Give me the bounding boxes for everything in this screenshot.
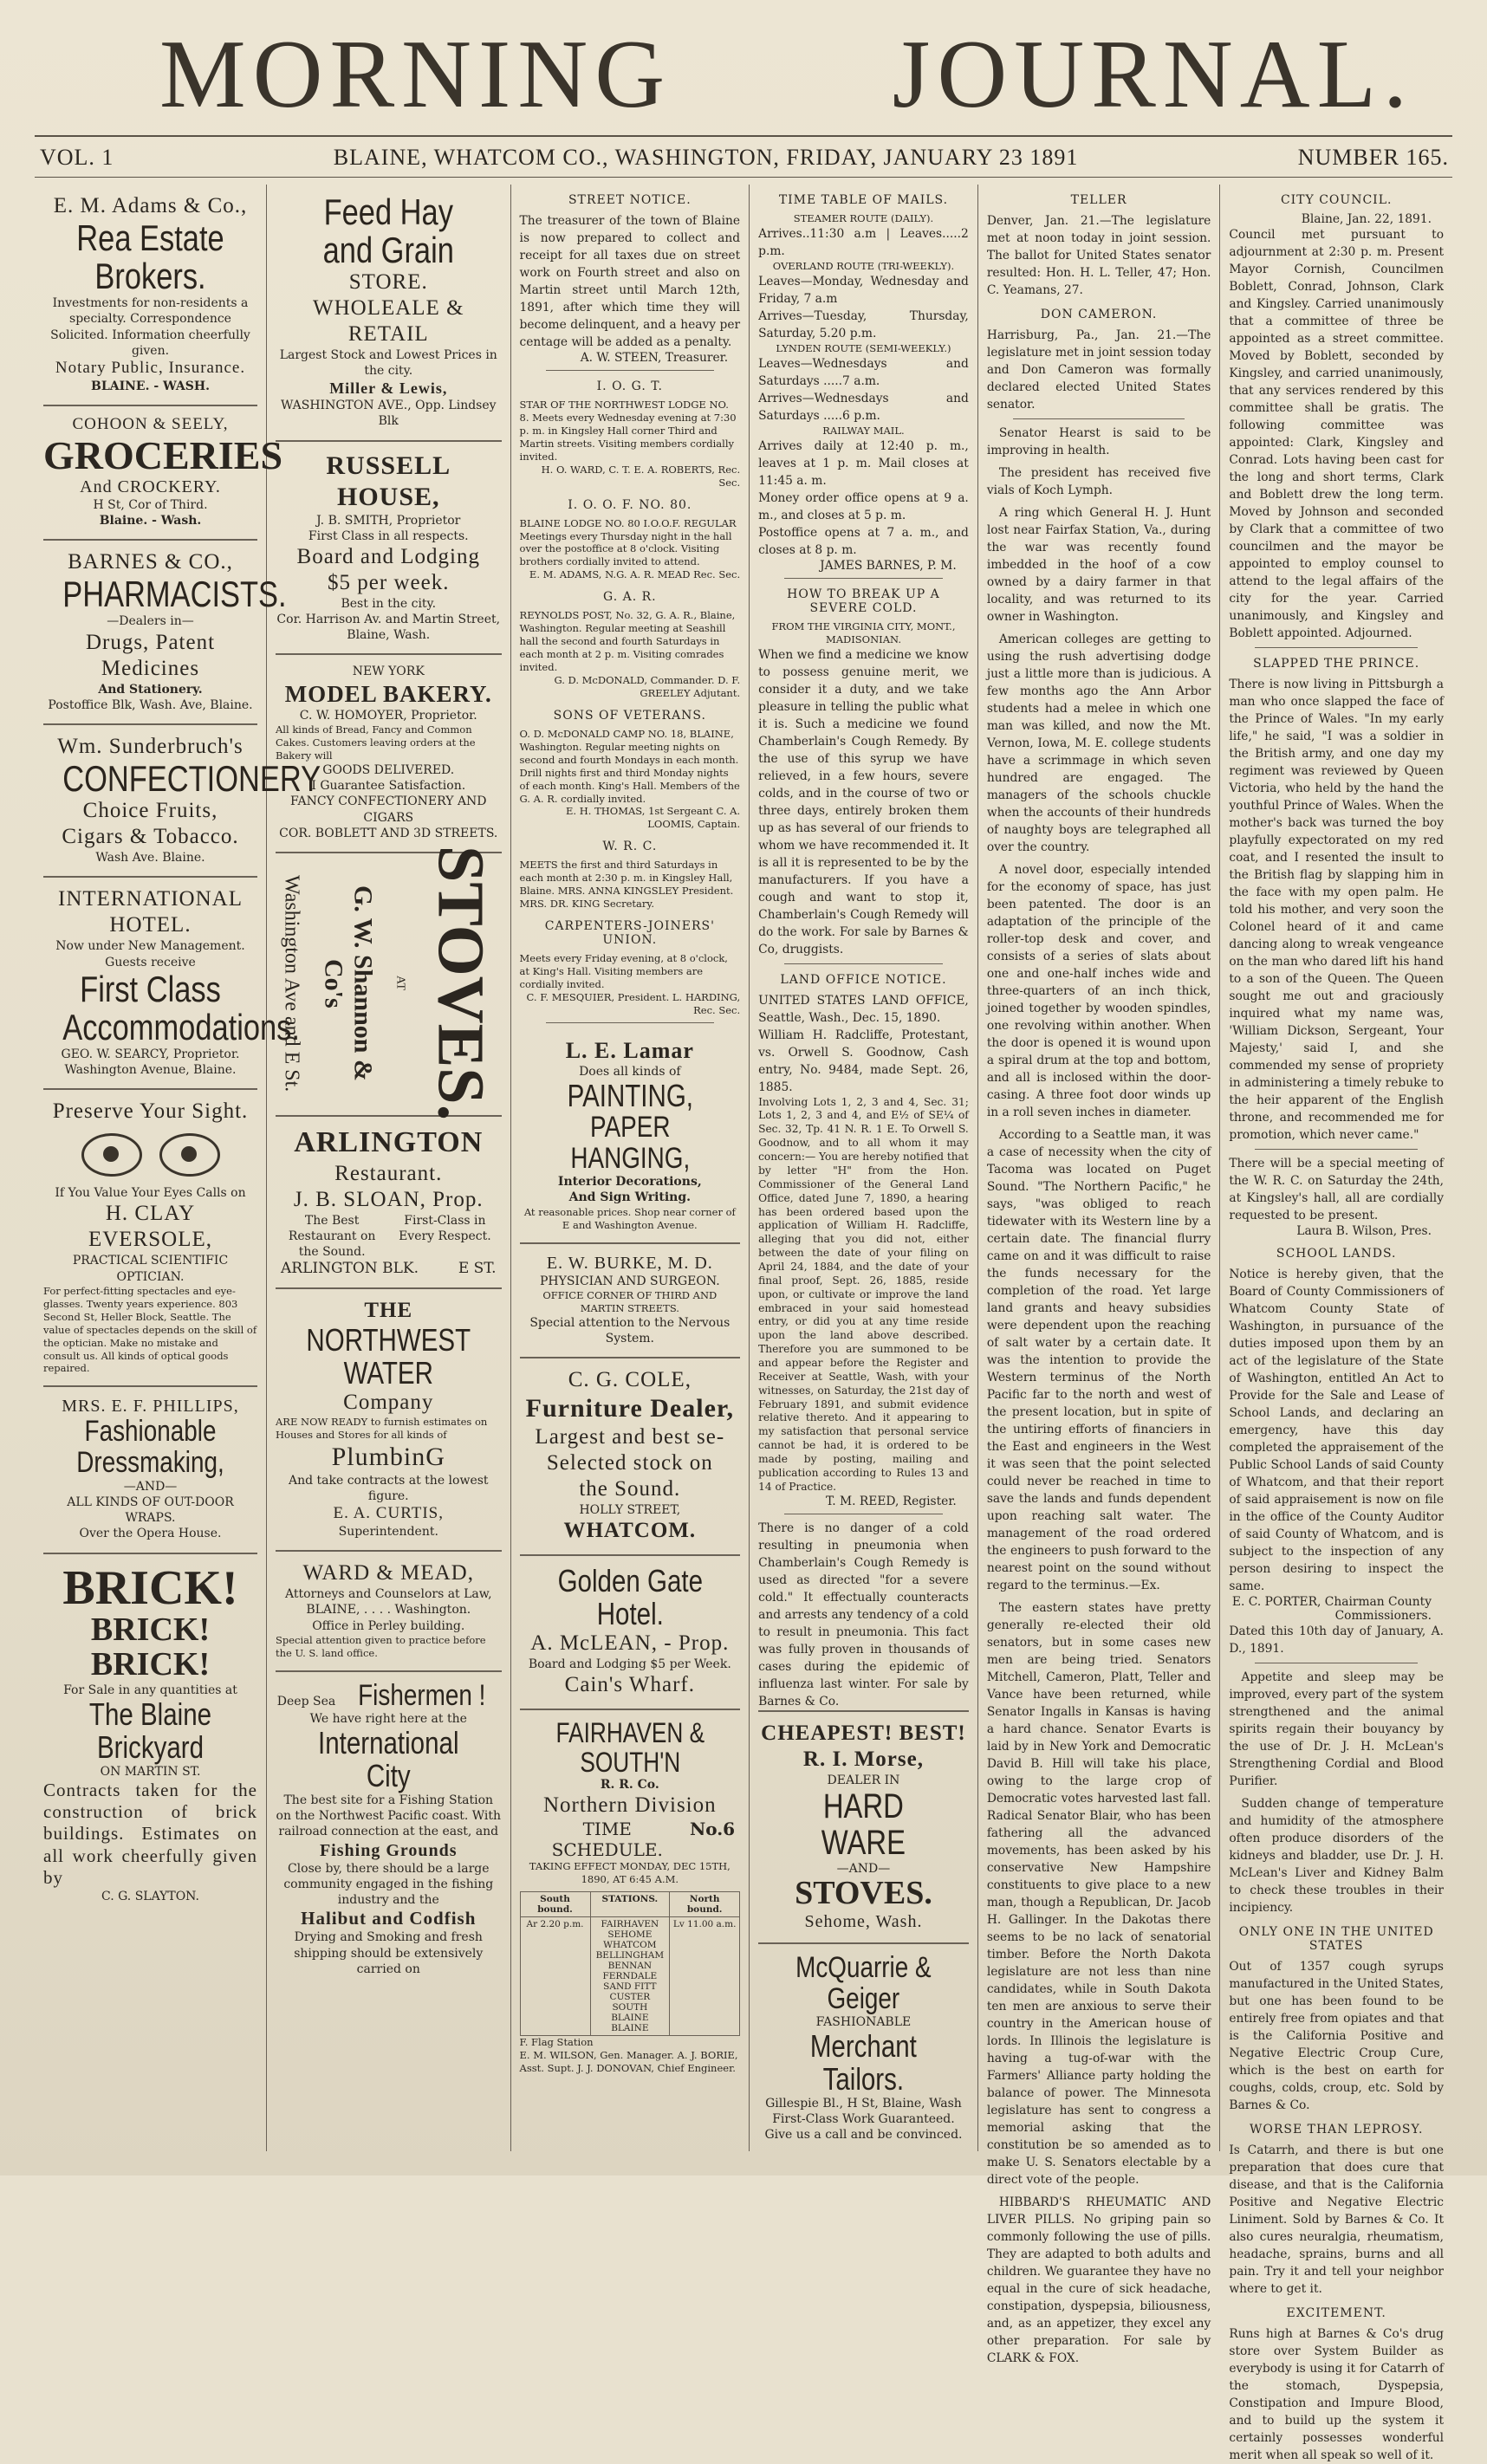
mails-steamer: STEAMER ROUTE (DAILY). xyxy=(793,212,934,224)
rail-h1: South bound. xyxy=(520,1892,590,1917)
wrc-meeting-sign: Laura B. Wilson, Pres. xyxy=(1296,1224,1432,1238)
land-text: Involving Lots 1, 2, 3 and 4, Sec. 31; Lots 1, 2, 3 and 4, and E½ of SE¼ of Sec. 32, Tp. 41 N. R. 1 E. To Orwell S. Goodnow, and to all whom it may concern:— You are hereby notified that by letter "H" from the Hon. Commissioner of the General Land Office, dated June 7, 1890, a hearing has been ordered based upon the application of William H. Radcliffe, alleging that you did not, either between the date of your filing on April 24, 1884, and the date of your final proof, Sept. 26, 1885, reside upon, or cultivate or improve the land embraced in your said homestead entry, or did you at any time reside upon the land above described. Therefore you are summoned to be and appear before the Register and Receiver at Seattle, Wash, with your witnesses, on Saturday, the 21st day of February 1891, and submit evidence relative thereto. And it appearing to my satisfaction that personal service cannot be had, it is ordered to be made by posting, mailing and publication according to Rules 13 and 14 of Practice. xyxy=(758,1095,969,1493)
hotel-title: First Class Accommodations. xyxy=(62,968,300,1047)
stoves-big: STOVES. xyxy=(424,846,497,1121)
land-office: UNITED STATES LAND OFFICE, Seattle, Wash., Dec. 15, 1890. xyxy=(758,993,969,1025)
golden-wharf: Cain's Wharf. xyxy=(564,1672,695,1696)
rail-station: CUSTER xyxy=(609,1992,651,2003)
ad-arlington xyxy=(276,1117,502,1289)
street-text: The treasurer of the town of Blaine is now prepared to collect and receipt for all taxes due on street work on Fourth street and also on Martin street until March 12th, 1891, after which time they will become delinquent, and a heavy per centage will be added as a penalty. xyxy=(519,214,741,349)
fish-have: We have right here at the xyxy=(309,1712,467,1727)
ad-cohoon xyxy=(43,406,283,541)
street-head: STREET NOTICE. xyxy=(568,193,692,207)
burke-office: OFFICE CORNER OF THIRD AND MARTIN STREETS. xyxy=(542,1288,718,1314)
ad-sunderbruch xyxy=(43,725,321,878)
arlington-prop: J. B. SLOAN, Prop. xyxy=(293,1187,484,1211)
ad-golden-gate xyxy=(520,1556,741,1710)
ad-cole xyxy=(520,1358,741,1556)
sons-head: SONS OF VETERANS. xyxy=(553,708,706,723)
ward-place: BLAINE, . . . . Washington. xyxy=(306,1603,471,1618)
stoves-addr: Washington Ave and E St. xyxy=(280,874,303,1093)
water-name: E. A. CURTIS, xyxy=(333,1504,444,1523)
council-text: Council met pursuant to adjournment at 2:30 p. m. Present Mayor Cornish, Councilmen Boblett, Conrad, Johnson, Clark and Kingsley. Carried unanimously that a committee of three be appointed as a street committee. Moved by Boblett, seconded by Kingsley, and carried unanimously, that any services rendered by this committee shall be gratis. The following committee was appointed: Clark, Kingsley and Conrad. Lots having been cast for the long and short terms, Clark and Boblett drew the long term. Moved by Johnson and seconded by Clark that a committee of two councilmen and the mayor be appointed to employ counsel to attend to the legal affairs of the city for the year. Carried unanimously, and Kingsley and Boblett appointed. Adjourned. xyxy=(1229,228,1445,640)
columns xyxy=(35,185,1452,2462)
arlington-blk: ARLINGTON BLK. xyxy=(281,1260,419,1278)
arlington-rest: Restaurant. xyxy=(334,1161,443,1185)
morse-hard: HARD WARE xyxy=(821,1786,906,1862)
ad-mcquarrie xyxy=(758,1944,969,2154)
water-text: ARE NOW READY to furnish estimates on Houses and Stores for all kinds of xyxy=(276,1415,488,1441)
ward-note: Special attention given to practice before the U. S. land office. xyxy=(276,1633,486,1659)
fish-grounds: Fishing Grounds xyxy=(319,1840,458,1860)
ad-stoves-shannon xyxy=(276,846,502,1121)
mails-sign: JAMES BARNES, P. M. xyxy=(820,558,957,573)
adams-line: Notary Public, Insurance. xyxy=(55,358,246,377)
golden-board: Board and Lodging $5 per Week. xyxy=(528,1657,731,1671)
ioof-text: BLAINE LODGE NO. 80 I.O.O.F. REGULAR Meetings every Thursday night in the hall over the postoffice at 8 o'clock. Visiting brothers cordially invited to attend. xyxy=(519,516,737,568)
mails-over: OVERLAND ROUTE (TRI-WEEKLY). xyxy=(772,259,955,272)
ad-railroad xyxy=(520,1710,741,2085)
bakery-cor: COR. BOBLETT AND 3D STREETS. xyxy=(279,826,498,840)
morse-dealer: DEALER IN xyxy=(827,1773,900,1787)
brick-title: BRICK! xyxy=(62,1560,238,1615)
golden-title: Golden Gate Hotel. xyxy=(557,1563,703,1631)
eyes-illustration xyxy=(43,1133,257,1177)
prince-head: SLAPPED THE PRINCE. xyxy=(1253,657,1420,671)
divider xyxy=(546,370,715,371)
news-item: A ring which General H. J. Hunt lost near Fairfax Station, Va., during the war was recently found imbedded in the hoof of a cow owned by a dairy farmer in that locality, and was returned to its owner in Washington. xyxy=(986,506,1211,624)
divider xyxy=(784,963,943,964)
lamar-name: L. E. Lamar xyxy=(565,1037,694,1063)
mails-rail: RAILWAY MAIL. xyxy=(822,424,905,437)
water-role: Superintendent. xyxy=(338,1524,438,1539)
arlington-first: First-Class in Every Respect. xyxy=(399,1213,491,1243)
sunder-name: Wm. Sunderbruch's xyxy=(57,735,244,759)
sunder-l2: Cigars & Tobacco. xyxy=(62,825,239,849)
school-sign: E. C. PORTER, Chairman County Commissioners. xyxy=(1231,1595,1432,1623)
adams-title: Rea Estate Brokers. xyxy=(76,217,224,297)
feed-text: Largest Stock and Lowest Prices in the city. xyxy=(279,348,497,379)
gar-head: G. A. R. xyxy=(603,590,657,605)
leprosy-text: Is Catarrh, and there is but one preparation that does cure that disease, and that is the California Positive and Negative Electric Liniment. Sold by Barnes & Co. It also cures neuralgia, rheumatism, headache, sprains, burns and all pain. Try it and tell your neighbor where to get it. xyxy=(1229,2143,1445,2296)
hotel-prop: GEO. W. SEARCY, Proprietor. Washington Avenue, Blaine. xyxy=(61,1047,240,1078)
arlington-st: E ST. xyxy=(458,1260,497,1278)
news-item: The eastern states have pretty generally re-elected their old senators, but in some cases new men are being tried. Senators Mitchell, Cameron, Platt, Teller and Vance have been returned, while Senator Ingalls in Kansas is having a hard chance. Senator Evarts is laid by in New York and Democratic David B. Hill will take his place, owing to the large crop of Democratic votes harvested last fall. Radical Senator Blair, who has been fathering all the advanced movements, has been asked by his conservative New Hampshire constituents to give place to a new man, though a Republican, Dr. Jacob H. Gallinger. In the Dakotas there seems to be no lack of senatorial timber. Before the North Dakota legislature are not less than nine candidates, while in South Dakota ten men are anxious to serve their country in the American house of lords. In Illinois the legislature is having a tug-of-war with the Farmers' Alliance party holding the balance of power. The Minnesota legislature has sent to congress a memorial asking that the constitution be so amended as to make U. S. Senators electable by a direct vote of the people. xyxy=(986,1601,1211,2187)
fish-deep: Deep Sea xyxy=(276,1694,336,1709)
brick-sale: For Sale in any quantities at xyxy=(63,1683,237,1698)
barnes-stat: And Stationery. xyxy=(98,682,203,697)
mails-r3: Postoffice opens at 7 a. m., and closes at 8 p. m. xyxy=(758,525,969,557)
carp-text: Meets every Friday evening, at 8 o'clock, at King's Hall. Visiting members are cordially invited. xyxy=(519,952,728,990)
mcq-addr: Gillespie Bl., H St, Blaine, Wash xyxy=(765,2096,962,2111)
ad-lamar xyxy=(520,1028,741,1244)
morse-and: —AND— xyxy=(836,1861,891,1876)
excite-text: Runs high at Barnes & Co's drug store over System Builder as everybody is using it for Catarrh of the stomach, Dyspepsia, Constipation and Impure Blood, and to build up the system it certainly possesses wonderful merit when all speak so well of it. xyxy=(1229,2327,1445,2462)
carp-head: CARPENTERS-JOINERS' UNION. xyxy=(544,919,715,948)
lamar-interior: Interior Decorations, xyxy=(557,1175,702,1190)
sons-text: O. D. McDONALD CAMP NO. 18, BLAINE, Washington. Regular meeting nights on second and fourth Mondays in each month. Drill nights first and third Monday nights of each month. King's Hall. Members of the G. A. R. cordially invited. xyxy=(519,727,740,805)
ad-preserve-sight xyxy=(43,1090,257,1387)
bakery-prop: C. W. HOMOYER, Proprietor. xyxy=(299,709,477,723)
mails-r2: Money order office opens at 9 a. m., and closes at 5 p. m. xyxy=(758,490,969,522)
excite-head: EXCITEMENT. xyxy=(1286,2306,1386,2320)
barnes-items: Drugs, Patent Medicines xyxy=(85,630,216,680)
note-item: Sudden change of temperature and humidity of the atmosphere often produce disorders of the kidneys and bladder, use Dr. J. H. McLean's Liver and Kidney Balm to check these troubles in their incipiency. xyxy=(1229,1797,1445,1915)
bakery-title: MODEL BAKERY. xyxy=(284,680,492,707)
ad-water xyxy=(276,1289,502,1552)
arlington-title: ARLINGTON xyxy=(294,1125,484,1158)
column-4 xyxy=(750,185,978,2151)
cold-head: HOW TO BREAK UP A SEVERE COLD. xyxy=(787,587,940,615)
gar-text: REYNOLDS POST, No. 32, G. A. R., Blaine, Washington. Regular meeting at Seashill hall the second and fourth Saturdays in each month at 2 p. m. Visiting comrades invited. xyxy=(519,609,736,673)
ad-russell xyxy=(276,442,502,656)
cameron-text: Harrisburg, Pa., Jan. 21.—The legislature met in joint session today and Don Cameron was formally declared elected United States senator. xyxy=(986,328,1211,412)
ioof-head: I. O. O. F. NO. 80. xyxy=(568,497,692,512)
eye-icon xyxy=(81,1133,142,1177)
lamar-painting: PAINTING, xyxy=(567,1078,693,1114)
column-6 xyxy=(1220,185,1452,2462)
ioof-sign: E. M. ADAMS, N.G. A. R. MEAD Rec. Sec. xyxy=(529,568,741,581)
hotel-mgmt: Now under New Management. xyxy=(55,939,245,954)
ad-brick xyxy=(43,1554,257,1916)
cole-l2: Selected stock on xyxy=(546,1450,713,1475)
sight-title: Preserve Your Sight. xyxy=(52,1099,249,1124)
carp-sign: C. F. MESQUIER, President. L. HARDING, Rec. Sec. xyxy=(526,990,741,1016)
phillips-over: Over the Opera House. xyxy=(79,1527,222,1541)
mcq-fash: FASHIONABLE xyxy=(815,2015,912,2030)
column-3 xyxy=(511,185,750,2151)
issue-number: NUMBER 165. xyxy=(1297,145,1449,170)
ad-barnes xyxy=(43,541,287,725)
burke-role: PHYSICIAN AND SURGEON. xyxy=(539,1274,720,1288)
rail-station: SEHOME xyxy=(607,1929,653,1941)
hotel-name: INTERNATIONAL HOTEL. xyxy=(58,887,243,937)
divider xyxy=(546,1022,715,1023)
mcq-name: McQuarrie & Geiger xyxy=(795,1950,932,2015)
table-row xyxy=(520,1917,740,2036)
phillips-and: —AND— xyxy=(123,1479,178,1494)
brick-street: ON MARTIN ST. xyxy=(100,1764,201,1779)
feed-store: STORE. xyxy=(348,270,428,295)
fish-head xyxy=(276,1678,502,1712)
mcq-note: First-Class Work Guaranteed. Give us a call and be convinced. xyxy=(764,2112,963,2143)
brick-name: The Blaine Brickyard xyxy=(88,1696,212,1766)
cohoon-sub: And CROCKERY. xyxy=(80,477,221,497)
mails-r1: Arrives daily at 12:40 p. m., leaves at 1 p. m. Mail closes at 11:45 a. m. xyxy=(758,438,969,488)
barnes-addr: Postoffice Blk, Wash. Ave, Blaine. xyxy=(48,697,253,712)
fish-title: Fishermen ! xyxy=(358,1678,486,1712)
sight-name: H. CLAY EVERSOLE, xyxy=(88,1202,213,1252)
sunder-title: CONFECTIONERY xyxy=(62,758,321,800)
notes xyxy=(1229,1669,1444,1916)
wrc-text: MEETS the first and third Saturdays in each month at 2:30 p. m. in Kingsley Hall, Blaine. MRS. ANNA KINGSLEY President. MRS. DR. KING Secretary. xyxy=(519,859,734,911)
stoves-vertical xyxy=(276,846,502,1121)
brick-sub: BRICK! BRICK! xyxy=(90,1611,211,1683)
news-items xyxy=(987,425,1211,2367)
prince-text: There is now living in Pittsburgh a man who once slapped the face of the Prince of Wales. "In my early life," he said, "I was a soldier in the British army, and one day my regiment was reviewed by Queen Victoria, who held by the hand the youthful Prince of Wales. When the mother's back was turned the boy playfully expectorated on my red coat, and I resented the insult to the British flag by slapping him in the face with my open palm. He told his mother, and very soon the Colonel heard of it and came dancing along to wreak vengeance on the man who dared lift his hand to a son of the Queen. The Queen sought me out and graciously inquired what my name was, 'William Dickson, Sergeant, Your Majesty,' said I, and she commended my sense of propriety in administering a timely rebuke to the heir apparent of the English throne, and recommended me for promotion, which never came." xyxy=(1229,678,1445,1142)
bakery-sat: I Guarantee Satisfaction. xyxy=(311,779,466,794)
only-text: Out of 1357 cough syrups manufactured in the United States, but one has been found to be entirely free from opiates and that is the California Positive and Negative Electric Croup Cure, which is the best on earth for coughs, colds, croup, etc. Sold by Barnes & Co. xyxy=(1229,1960,1445,2112)
barnes-dealers: —Dealers in— xyxy=(107,614,194,629)
street-notice xyxy=(520,193,741,365)
land-parties: William H. Radcliffe, Protestant, vs. Orwell S. Goodnow, Cash entry, No. 9484, made Sept. 26, 1885. xyxy=(758,1028,969,1094)
phillips-title: Fashionable Dressmaking, xyxy=(76,1415,224,1480)
cohoon-name: COHOON & SEELY, xyxy=(72,414,229,433)
russell-best: Best in the city. xyxy=(341,596,437,611)
sons-sign: E. H. THOMAS, 1st Sergeant C. A. LOOMIS, Captain. xyxy=(566,805,741,831)
danger-text: There is no danger of a cold resulting in pneumonia when Chamberlain's Cough Remedy is used as directed "for a severe cold." It effectually counteracts and arrests any tendency of a cold to result in pneumonia. This fact was fully proven in thousands of cases during the epidemic of influenza last winter. For sale by Barnes & Co. xyxy=(758,1521,969,1709)
russell-first: First Class in all respects. xyxy=(308,528,469,543)
arlington-best: The Best Restaurant on the Sound. xyxy=(288,1213,376,1260)
iogt-head: I. O. G. T. xyxy=(596,379,663,393)
column-2 xyxy=(267,185,511,2151)
barnes-name: BARNES & CO., xyxy=(68,550,233,574)
bakery-goods: GOODS DELIVERED. xyxy=(322,763,455,778)
cole-town: WHATCOM. xyxy=(563,1519,697,1543)
land-head: LAND OFFICE NOTICE. xyxy=(780,972,947,987)
news-item: According to a Seattle man, it was a case of necessity when the city of Tacoma was located on Puget Sound. "The Northern Pacific," he says, "was obliged to reach tidewater with its Western line by a certain date. The financial flurry came on and it was difficult to raise the funds necessary for the completion of the road. Yet large land grants and heavy subsidies were dependent upon the reaching of salt water by a certain date. It was the intention to provide the Western terminus of the North Pacific far to the north and west of the present location, but in spite of the untiring efforts of financiers in the East and engineers in the West it was seen that the point selected could never be reached in time to save the lands and funds dependent upon reaching salt water. The management of the road ordered the engineers to push forward to the nearest point on the sound without regard to the terminus.—Ex. xyxy=(986,1128,1211,1592)
school-date: Dated this 10th day of January, A. D., 1891. xyxy=(1229,1624,1445,1656)
ad-phillips xyxy=(43,1387,257,1553)
only-head: ONLY ONE IN THE UNITED STATES xyxy=(1238,1925,1434,1953)
hotel-guests: Guests receive xyxy=(105,955,196,969)
volume: VOL. 1 xyxy=(40,145,114,170)
feed-title: Feed Hay and Grain xyxy=(322,191,454,271)
rail-effect: TAKING EFFECT MONDAY, DEC 15TH, 1890, AT 6:45 A.M. xyxy=(529,1860,731,1886)
brick-sign: C. G. SLAYTON. xyxy=(101,1890,199,1903)
masthead-left: MORNING xyxy=(159,21,672,128)
ad-bakery xyxy=(276,655,502,853)
lamar-paper: PAPER HANGING, xyxy=(569,1110,690,1175)
russell-prop: J. B. SMITH, Proprietor xyxy=(316,513,461,528)
russell-board: Board and Lodging xyxy=(296,544,480,568)
rail-station: SOUTH BLAINE xyxy=(611,2002,649,2024)
fish-text3: Drying and Smoking and fresh shipping should be extensively carried on xyxy=(294,1930,484,1976)
cole-title: Furniture Dealer, xyxy=(525,1393,734,1423)
feed-name: Miller & Lewis, xyxy=(329,379,448,397)
rail-rr: R. R. Co. xyxy=(600,1778,659,1793)
ward-title: WARD & MEAD, xyxy=(302,1561,474,1585)
news-item: American colleges are getting to using the rush advertising dodge just a little more than is judicious. A few months ago the Ann Arbor students had a melee in which one man was killed, and now the Mt. Vernon, Iowa, M. E. college students have a scrimmage in which seven hundred are engaged. The managers of the schools chuckle when the accounts of their hundreds of naughty boys are telegraphed all over the country. xyxy=(986,632,1211,854)
news-item: A novel door, especially intended for the economy of space, has just been patented. The door is an adaptation of the principle of the roller-top desk and cover, and consists of a series of slats about one and one-half inches wide and three-quarters of an inch thick, joined together by wooden spindles, one revolving within another. When the door is opened it is wound upon a spiral drum at the top and bottom, and all is inclosed within the door-casing. A three foot door winds up in a roll seven inches in diameter. xyxy=(986,863,1211,1119)
teller-text: Denver, Jan. 21.—The legislature met at noon today in joint session. The ballot for United States senator resulted: Hon. H. L. Teller, 47; Hon. C. Yeamans, 27. xyxy=(986,214,1211,297)
ad-fishermen xyxy=(276,1672,502,1987)
fish-text2: Close by, there should be a large community engaged in the fishing industry and the xyxy=(283,1861,494,1908)
rail-station: FAIRHAVEN xyxy=(601,1919,659,1930)
russell-addr: Cor. Harrison Av. and Martin Street, Blaine, Wash. xyxy=(276,613,501,643)
mcq-title: Merchant Tailors. xyxy=(809,2028,917,2098)
mails-s1: Arrives..11:30 a.m | Leaves.....2 p.m. xyxy=(758,226,969,258)
mails-l1: Leaves—Wednesdays and Saturdays .....7 a.m. xyxy=(758,356,969,388)
ad-adams xyxy=(43,185,257,406)
gar-sign: G. D. McDONALD, Commander. D. F. GREELEY Adjutant. xyxy=(554,673,741,699)
water-company: Company xyxy=(343,1390,434,1414)
russell-name: RUSSELL HOUSE, xyxy=(326,451,451,511)
masthead-right: JOURNAL. xyxy=(892,21,1414,128)
russell-price: $5 per week. xyxy=(328,570,450,594)
leprosy-head: WORSE THAN LEPROSY. xyxy=(1249,2123,1424,2137)
wrc-head: W. R. C. xyxy=(602,840,658,854)
lamar-does: Does all kinds of xyxy=(579,1064,681,1079)
ward-law: Attorneys and Counselors at Law, xyxy=(284,1587,492,1602)
feed-whole: WHOLEALE & RETAIL xyxy=(312,296,464,347)
rail-flag: F. Flag Station xyxy=(519,2036,594,2049)
adams-text: Investments for non-residents a specialty. Correspondence Solicited. Information cheerfully given. xyxy=(50,296,250,358)
water-the: THE xyxy=(364,1299,413,1323)
dateline-rule xyxy=(35,177,1452,178)
cole-street: HOLLY STREET, xyxy=(579,1502,681,1517)
mails-o2: Arrives—Tuesday, Thursday, Saturday, 5.20 p.m. xyxy=(758,308,969,340)
council-date: Blaine, Jan. 22, 1891. xyxy=(1301,212,1432,226)
rail-station: BLAINE xyxy=(611,2023,649,2034)
masthead xyxy=(29,21,1458,128)
bakery-fancy: FANCY CONFECTIONERY AND CIGARS xyxy=(289,794,487,825)
rail-h3: North bound. xyxy=(670,1892,740,1917)
cole-name: C. G. COLE, xyxy=(568,1367,692,1391)
divider xyxy=(784,578,943,579)
table-row xyxy=(520,1892,740,1917)
rail-station: BENNAN xyxy=(607,1961,653,1972)
cohoon-title: GROCERIES xyxy=(43,432,283,477)
news-item: The president has received five vials of Koch Lymph. xyxy=(986,466,1211,497)
morse-stoves: STOVES. xyxy=(795,1874,932,1911)
water-contract: And take contracts at the lowest figure. xyxy=(288,1473,489,1503)
burke-name: E. W. BURKE, M. D. xyxy=(546,1253,713,1273)
cole-l1: Largest and best se- xyxy=(535,1424,725,1449)
cold-src: FROM THE VIRGINIA CITY, MONT., MADISONIAN. xyxy=(771,619,956,645)
sunder-addr: Wash Ave. Blaine. xyxy=(95,851,205,866)
sight-line: If You Value Your Eyes Calls on xyxy=(55,1186,246,1201)
mails-lynden: LYNDEN ROUTE (SEMI-WEEKLY.) xyxy=(776,341,951,354)
rail-station: SAND FITT xyxy=(603,1981,657,1993)
ad-ward-mead xyxy=(276,1552,502,1671)
rail-h2: STATIONS. xyxy=(590,1892,670,1917)
phillips-wraps: ALL KINDS OF OUT-DOOR WRAPS. xyxy=(67,1495,234,1526)
barnes-title: PHARMACISTS. xyxy=(62,574,287,615)
ad-feed xyxy=(276,185,502,442)
wrc-meeting-text: There will be a special meeting of the W. R. C. on Saturday the 24th, at Kingsley's hall, all are cordially requested to be present. xyxy=(1229,1157,1445,1222)
rail-div: Northern Division xyxy=(543,1793,717,1818)
cohoon-addr: H St, Cor of Third. xyxy=(93,498,208,513)
lamar-sign: And Sign Writing. xyxy=(568,1190,692,1205)
rail-title: FAIRHAVEN & SOUTH'N xyxy=(555,1716,705,1778)
land-sign: T. M. REED, Register. xyxy=(826,1494,957,1508)
golden-prop: A. McLEAN, - Prop. xyxy=(530,1631,730,1655)
school-head: SCHOOL LANDS. xyxy=(1276,1247,1397,1261)
adams-name: E. M. Adams & Co., xyxy=(53,194,248,217)
morse-name: R. I. Morse, xyxy=(802,1747,924,1771)
street-sign: A. W. STEEN, Treasurer. xyxy=(580,351,729,365)
rail-station: BELLINGHAM xyxy=(595,1950,665,1961)
fish-hal: Halibut and Codfish xyxy=(301,1908,477,1929)
note-item: Appetite and sleep may be improved, every part of the system strengthened and the animal spirits regain their bouyancy by the use of Dr. J. H. McLean's Strengthening Cordial and Blood Purifier. xyxy=(1229,1670,1445,1788)
iogt-sign: H. O. WARD, C. T. E. A. ROBERTS, Rec. Sec. xyxy=(541,463,741,489)
iogt-text: STAR OF THE NORTHWEST LODGE NO. 8. Meets every Wednesday evening at 7:30 p. m. in Kingsley Hall corner Third and Martin streets. Visiting members cordially invited. xyxy=(519,399,737,463)
news-item: HIBBARD'S RHEUMATIC AND LIVER PILLS. No griping pain so commonly following the use of pills. They are adapted to both adults and children. We guarantee they have no equal in the cure of sick headache, constipation, dyspepsia, biliousness, and, as an appetizer, they excel any other preparation. For sale by CLARK & FOX. xyxy=(986,2195,1211,2365)
rail-station: WHATCOM xyxy=(603,1940,657,1951)
rail-north: Lv 11.00 a.m. xyxy=(670,1917,740,2036)
place-date: BLAINE, WHATCOM CO., WASHINGTON, FRIDAY, JANUARY 23 1891 xyxy=(333,145,1079,170)
rail-stations xyxy=(590,1917,670,2036)
ad-burke xyxy=(520,1244,741,1358)
rail-south: Ar 2.20 p.m. xyxy=(520,1917,590,2036)
rail-no: No.6 xyxy=(689,1819,736,1840)
lamar-prices: At reasonable prices. Shop near corner of E and Washington Avenue. xyxy=(523,1205,736,1231)
rail-station: FERNDALE xyxy=(602,1971,658,1982)
fish-text: The best site for a Fishing Station on the Northwest Pacific coast. With railroad connection at the east, and xyxy=(276,1793,502,1839)
sight-role: PRACTICAL SCIENTIFIC OPTICIAN. xyxy=(72,1254,229,1284)
cold-text: When we find a medicine we know to possess genuine merit, we consider it a duty, and we take pleasure in telling the public what it is. Such a medicine we found Chamberlain's Cough Remedy. By the use of this syrup we have relieved, in a few hours, severe colds, and in the course of two or three days, entirely broken them up as has several of our friends to whom we have recommended it. It is all it is represented to be by the manufacturers. If you have a cough and want to stop it, Chamberlain's Cough Remedy will do the work. For sale by Barnes & Co, druggists. xyxy=(758,647,969,956)
morse-cheap: CHEAPEST! BEST! xyxy=(761,1721,966,1745)
divider xyxy=(1013,418,1185,419)
ad-morse xyxy=(758,1710,969,1944)
news-item: Senator Hearst is said to be improving in health. xyxy=(986,426,1211,457)
council-head: CITY COUNCIL. xyxy=(1280,193,1393,207)
stoves-name: G. W. Shannon & Co's xyxy=(319,885,378,1081)
phillips-name: MRS. E. F. PHILLIPS, xyxy=(62,1397,239,1417)
water-plumb: PlumbinG xyxy=(331,1442,445,1471)
dateline xyxy=(29,137,1458,175)
feed-addr: WASHINGTON AVE., Opp. Lindsey Blk xyxy=(280,399,497,429)
morse-town: Sehome, Wash. xyxy=(804,1911,923,1931)
fish-city: International City xyxy=(318,1725,459,1794)
rail-sched-row xyxy=(520,1819,741,1860)
adams-place: BLAINE. - WASH. xyxy=(91,379,210,393)
brick-text: Contracts taken for the construction of brick buildings. Estimates on all work cheerfully given by xyxy=(43,1780,257,1888)
cohoon-place: Blaine. - Wash. xyxy=(99,514,202,528)
rail-timetable xyxy=(520,1891,741,2036)
mails-l2: Arrives—Wednesdays and Saturdays .....6 p.m. xyxy=(758,391,969,423)
sunder-l1: Choice Fruits, xyxy=(82,799,218,823)
school-text: Notice is hereby given, that the Board of County Commissioners of Whatcom County State of Washington, in pursuance of the duties imposed upon them by an act of the legislature of the State of Washington, entitled An Act to Provide for the Sale and Lease of School Lands, and declaring an emergency, have this day completed the appraisement of the Public School Lands of said County of Whatcom, and that their report of said appraisement is now on file in the office of the County Auditor of said County of Whatcom, and is subject to the inspection of any person desiring to inspect the same. xyxy=(1229,1268,1445,1593)
bakery-ny: NEW YORK xyxy=(352,665,425,679)
ward-office: Office in Perley building. xyxy=(312,1618,465,1633)
arlington-pair xyxy=(276,1213,502,1261)
sight-text: For perfect-fitting spectacles and eye-glasses. Twenty years experience. 803 Second St, Heller Block, Seattle. The value of spectacles depends on the skill of the optician. Make no mistake and consult us. All kinds of optical goods repaired. xyxy=(43,1284,257,1375)
divider xyxy=(1255,647,1418,648)
stoves-at: AT xyxy=(393,976,407,991)
water-title: NORTHWEST WATER xyxy=(306,1322,471,1391)
mails-head: TIME TABLE OF MAILS. xyxy=(778,193,949,207)
mails-o1: Leaves—Monday, Wednesday and Friday, 7 a.m xyxy=(758,274,969,306)
cameron-head: DON CAMERON. xyxy=(1040,308,1158,321)
cole-l3: the Sound. xyxy=(579,1476,681,1501)
arlington-row xyxy=(276,1260,502,1277)
burke-note: Special attention to the Nervous System. xyxy=(529,1315,731,1345)
column-5 xyxy=(978,185,1221,2365)
rail-sched: TIME SCHEDULE. xyxy=(551,1819,663,1861)
teller-head: TELLER xyxy=(1070,193,1127,207)
bakery-text: All kinds of Bread, Fancy and Common Cakes. Customers leaving orders at the Bakery will xyxy=(276,723,476,762)
rail-sign: E. M. WILSON, Gen. Manager. A. J. BORIE, Asst. Supt. J. J. DONOVAN, Chief Engineer. xyxy=(519,2049,738,2075)
eye-icon xyxy=(159,1133,220,1177)
divider xyxy=(1255,1149,1418,1150)
